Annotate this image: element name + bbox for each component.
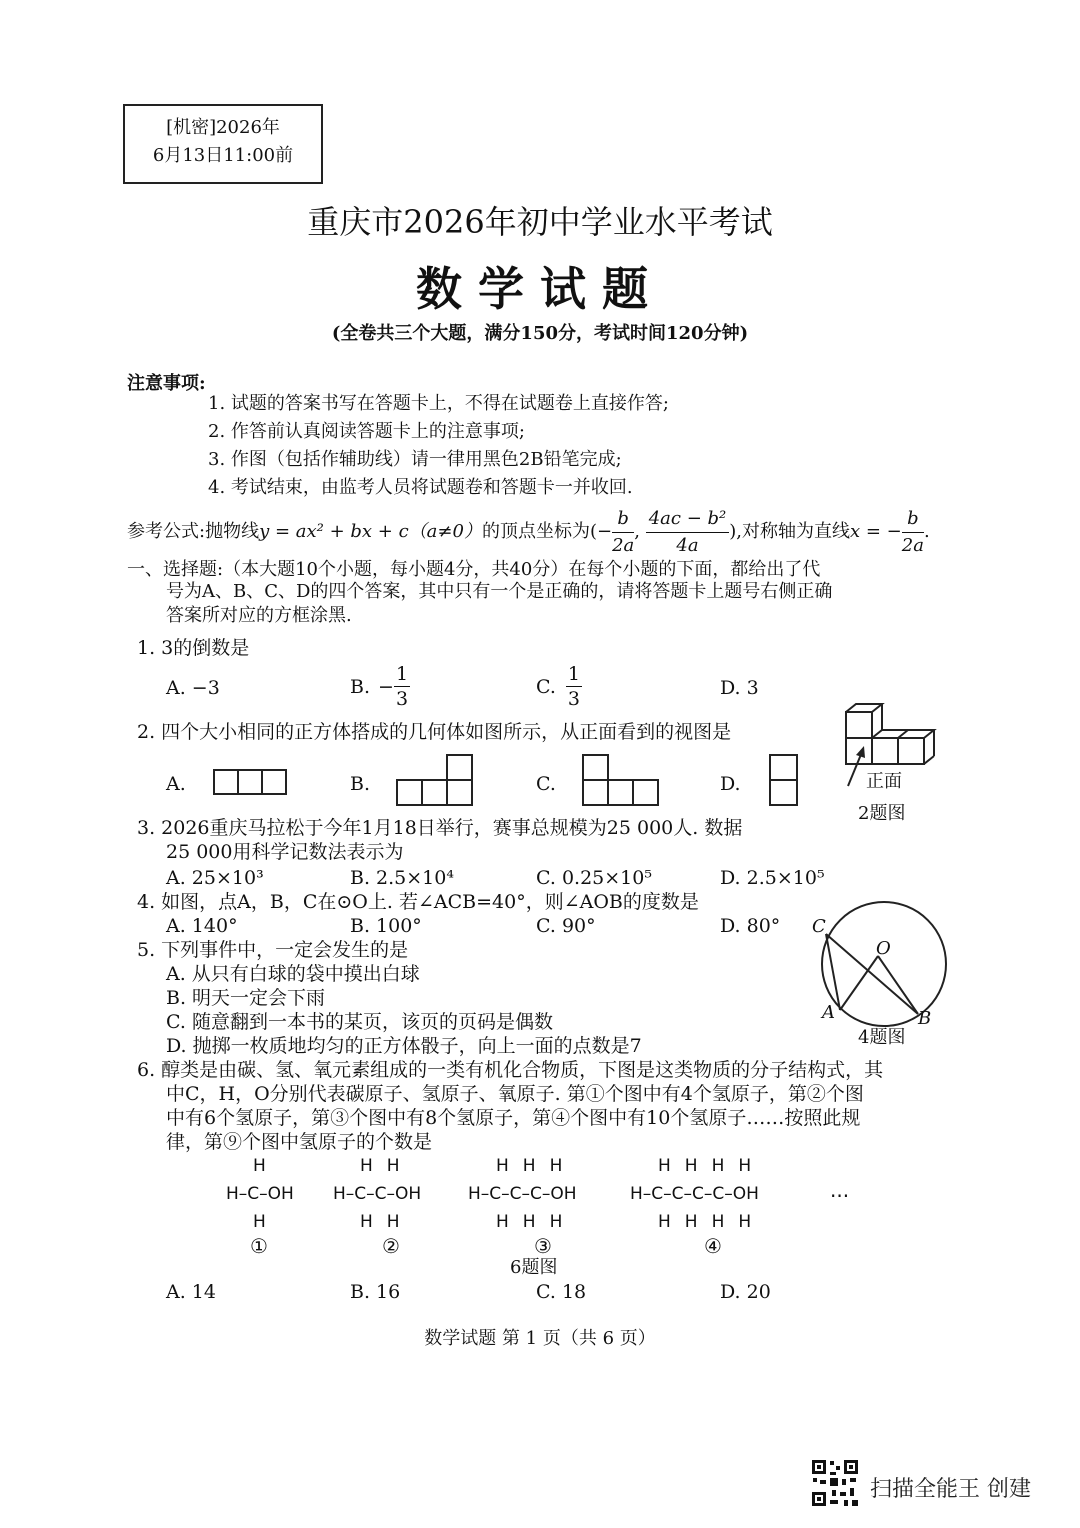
- q1-option-d: D. 3: [720, 677, 759, 699]
- q6-stem-line1: 6. 醇类是由碳、氢、氧元素组成的一类有机化合物质，下图是这类物质的分子结构式，其: [137, 1059, 884, 1081]
- q4-figure-caption: 4题图: [858, 1027, 906, 1048]
- mol1-formula: H–C–OH: [226, 1184, 294, 1204]
- q2-view-a-figure: [212, 766, 292, 798]
- axis-lhs: x = −: [849, 521, 902, 542]
- page-footer: 数学试题 第 1 页（共 6 页）: [424, 1328, 656, 1349]
- q6-stem-line4: 律，第⑨个图中氢原子的个数是: [166, 1131, 433, 1153]
- notes-item-4: 4. 考试结束，由监考人员将试题卷和答题卡一并收回.: [208, 477, 633, 498]
- q3-stem-line1: 3. 2026重庆马拉松于今年1月18日举行，赛事总规模为25 000人. 数据: [137, 817, 743, 839]
- mol3-formula: H–C–C–C–OH: [468, 1184, 577, 1204]
- confidential-line1: [机密]2026年: [166, 117, 280, 138]
- mol3-number: ③: [534, 1234, 552, 1258]
- q4-option-b: B. 100°: [350, 915, 422, 937]
- q6-option-c: C. 18: [536, 1281, 587, 1303]
- q6-ellipsis: ···: [830, 1184, 850, 1208]
- notes-heading: 注意事项:: [127, 373, 206, 394]
- axis-fraction: $\frac{b}{2a}$: [901, 507, 924, 556]
- confidential-box: [123, 104, 323, 184]
- confidential-line2: 6月13日11:00前: [152, 145, 294, 166]
- q1-option-a: A. −3: [166, 677, 220, 699]
- q4-option-c: C. 90°: [536, 915, 596, 937]
- mol4-formula: H–C–C–C–C–OH: [630, 1184, 759, 1204]
- q2-option-c: C.: [536, 773, 556, 795]
- q2-option-d: D.: [720, 773, 741, 795]
- exam-title: 重庆市2026年初中学业水平考试: [307, 203, 773, 241]
- mol4-h-top: HHHH: [658, 1156, 766, 1176]
- formula-suffix: ),对称轴为直线: [729, 521, 850, 542]
- q6-option-d: D. 20: [720, 1281, 771, 1303]
- mol1-h-top: H: [253, 1156, 266, 1176]
- q5-stem: 5. 下列事件中，一定会发生的是: [137, 939, 409, 961]
- mol3-h-bottom: HHH: [496, 1212, 577, 1232]
- q4-point-c: C: [812, 916, 826, 937]
- formula-middle: 的顶点坐标为: [481, 521, 590, 542]
- q1-option-b: B. − $\frac{1}{3}$: [350, 663, 409, 710]
- q2-option-a: A.: [166, 773, 186, 795]
- watermark-text: 扫描全能王 创建: [870, 1477, 1031, 1502]
- notes-item-1: 1. 试题的答案书写在答题卡上，不得在试题卷上直接作答;: [208, 393, 669, 414]
- q6-option-b: B. 16: [350, 1281, 401, 1303]
- section1-line3: 答案所对应的方框涂黑.: [166, 605, 352, 626]
- q4-point-o: O: [876, 938, 891, 959]
- mol2-h-top: HH: [360, 1156, 414, 1176]
- q3-option-a: A. 25×10³: [166, 867, 264, 889]
- exam-info: (全卷共三个大题，满分150分，考试时间120分钟): [331, 323, 749, 344]
- q5-option-a: A. 从只有白球的袋中摸出白球: [166, 963, 420, 985]
- mol2-formula: H–C–C–OH: [333, 1184, 422, 1204]
- q2-front-label: 正面: [866, 771, 902, 792]
- q5-option-b: B. 明天一定会下雨: [166, 987, 326, 1009]
- notes-item-3: 3. 作图（包括作辅助线）请一律用黑色2B铅笔完成;: [208, 449, 622, 470]
- q2-view-c-figure: [581, 753, 663, 809]
- mol4-number: ④: [704, 1234, 722, 1258]
- formula-prefix: 参考公式:抛物线: [127, 521, 260, 542]
- q6-stem-line3: 中有6个氢原子，第③个图中有8个氢原子，第④个图中有10个氢原子……按照此规: [166, 1107, 861, 1129]
- q4-stem: 4. 如图，点A，B，C在⊙O上. 若∠ACB=40°，则∠AOB的度数是: [137, 891, 699, 913]
- q2-figure-caption: 2题图: [858, 803, 906, 824]
- mol1-number: ①: [250, 1234, 268, 1258]
- q1-option-c: C. 1 3: [536, 663, 580, 710]
- q3-option-c: C. 0.25×10⁵: [536, 867, 652, 889]
- q4-option-a: A. 140°: [166, 915, 238, 937]
- q3-option-b: B. 2.5×10⁴: [350, 867, 454, 889]
- q4-option-d: D. 80°: [720, 915, 781, 937]
- q3-option-d: D. 2.5×10⁵: [720, 867, 825, 889]
- q6-stem-line2: 中C，H，O分别代表碳原子、氢原子、氧原子. 第①个图中有4个氢原子，第②个图: [166, 1083, 864, 1105]
- vertex-y-fraction: $\frac{\text{4ac − b²}}{4a}$: [646, 506, 730, 559]
- q2-view-d-figure: [768, 753, 802, 809]
- q6-option-a: A. 14: [166, 1281, 216, 1303]
- q2-option-b: B.: [350, 773, 371, 795]
- section1-line1: 一、选择题:（本大题10个小题，每小题4分，共40分）在每个小题的下面，都给出了代: [127, 559, 821, 580]
- qr-code-icon: [810, 1458, 860, 1508]
- reference-formula: 参考公式:抛物线 y = ax² + bx + c（a≠0） 的顶点坐标为 (− $\frac{b}{2a}$ , $\frac{\text{4ac − b²}}{4a}$ ),对称轴为直线 x = − $\frac{b}{2a}$ .: [127, 504, 930, 560]
- mol1-h-bottom: H: [253, 1212, 266, 1232]
- section1-line2: 号为A、B、C、D的四个答案，其中只有一个是正确的，请将答题卡上题号右侧正确: [166, 581, 833, 602]
- formula-equation: y = ax² + bx + c（a≠0）: [259, 521, 482, 542]
- mol2-number: ②: [382, 1234, 400, 1258]
- mol4-h-bottom: HHHH: [658, 1212, 766, 1232]
- q1-stem: 1. 3的倒数是: [137, 637, 250, 659]
- q4-point-a: A: [822, 1002, 835, 1023]
- subject-title: 数学试题: [416, 262, 664, 316]
- notes-item-2: 2. 作答前认真阅读答题卡上的注意事项;: [208, 421, 525, 442]
- q5-option-c: C. 随意翻到一本书的某页，该页的页码是偶数: [166, 1011, 553, 1033]
- q6-figure-caption: 6题图: [510, 1257, 558, 1278]
- q3-stem-line2: 25 000用科学记数法表示为: [166, 841, 404, 863]
- q2-stem: 2. 四个大小相同的正方体搭成的几何体如图所示，从正面看到的视图是: [137, 721, 732, 743]
- q4-point-b: B: [918, 1008, 932, 1029]
- mol3-h-top: HHH: [496, 1156, 577, 1176]
- mol2-h-bottom: HH: [360, 1212, 414, 1232]
- vertex-x-fraction: $\frac{b}{2a}$: [612, 507, 635, 556]
- q5-option-d: D. 抛掷一枚质地均匀的正方体骰子，向上一面的点数是7: [166, 1035, 642, 1057]
- q2-view-b-figure: [395, 753, 477, 809]
